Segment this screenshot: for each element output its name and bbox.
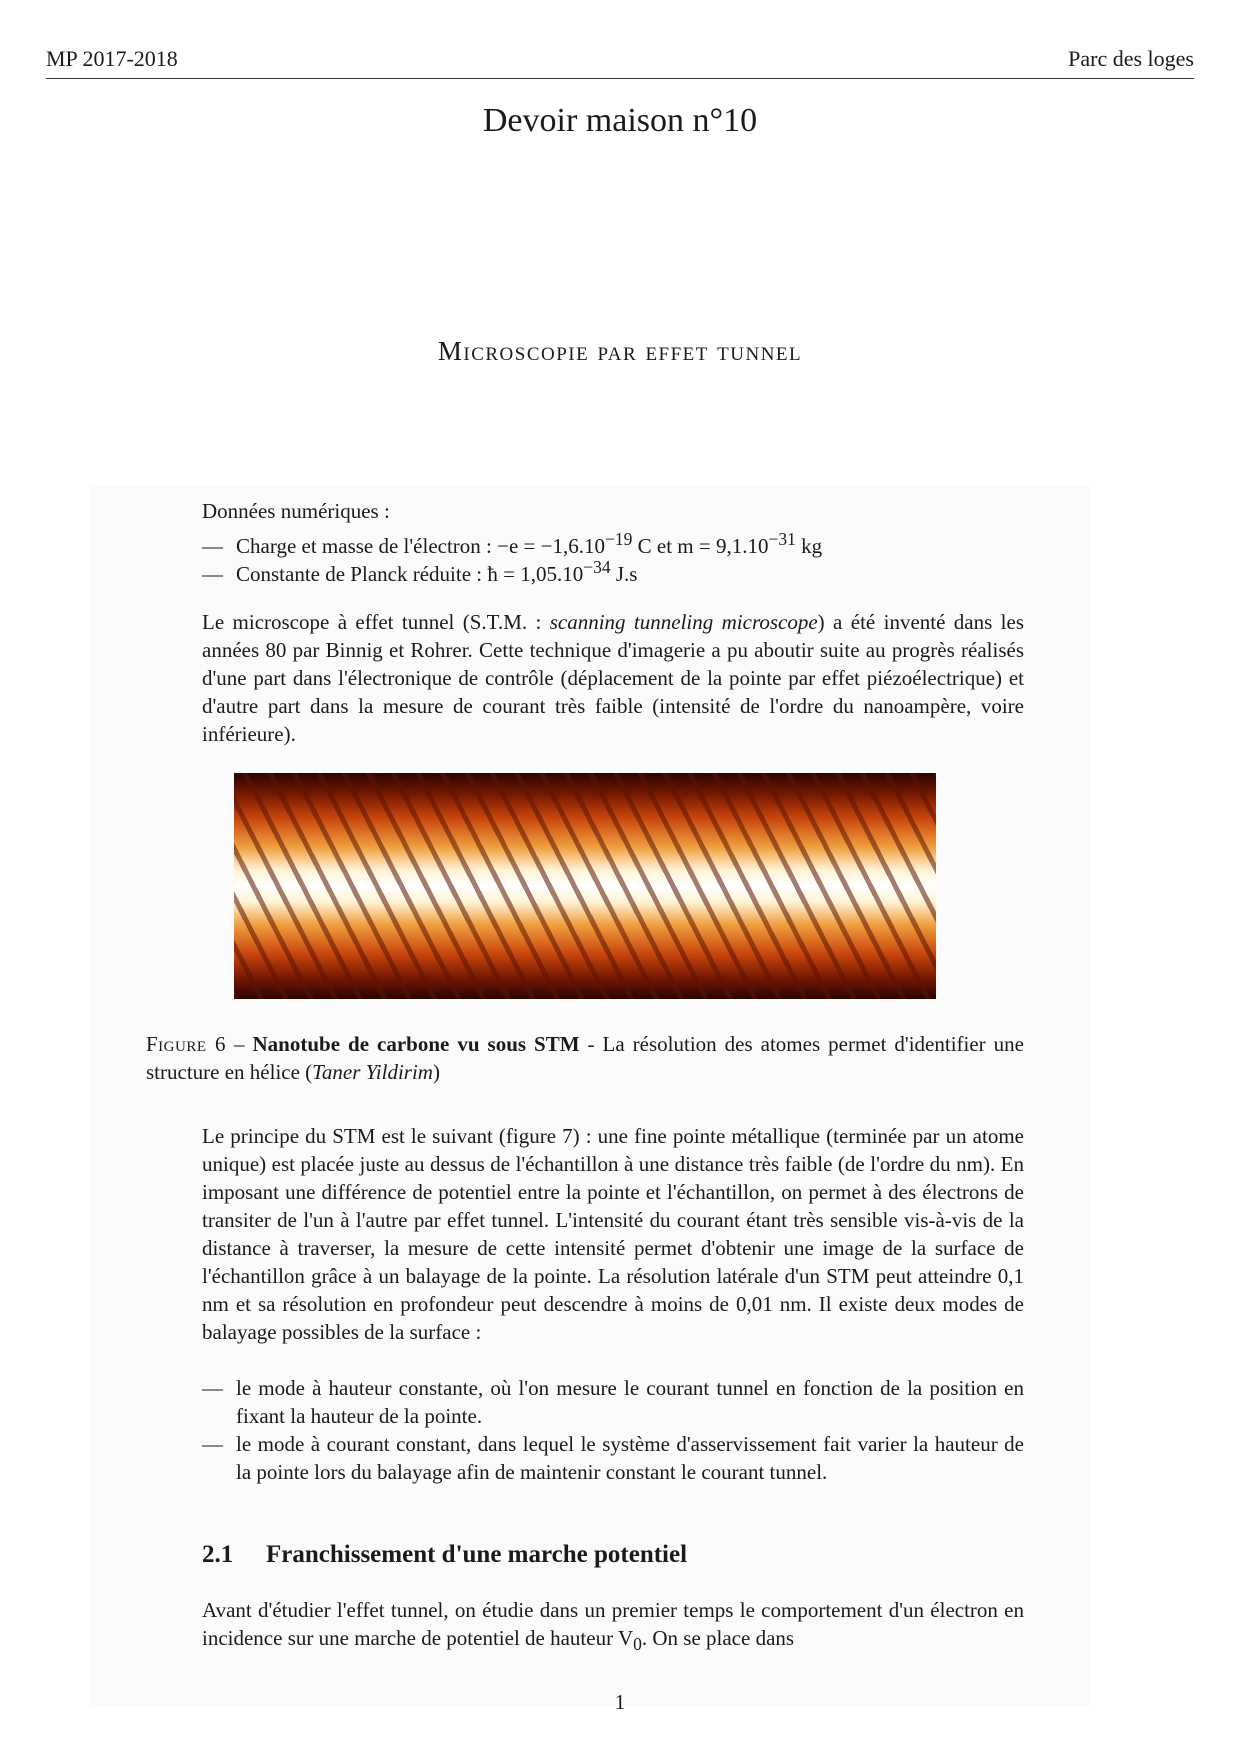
list-item: — le mode à courant constant, dans lequel le système d'asservissement fait varier la hauteur de la pointe lors du balayage afin de maintenir constant le courant tunnel. — [202, 1432, 1024, 1484]
numeric-data-item: — Constante de Planck réduite : ħ = $1,05.10^{-34}$ J.s — [202, 557, 638, 586]
section-heading: 2.1 Franchissement d'une marche potentiel — [202, 1541, 688, 1568]
scan-modes-list — [202, 1374, 1024, 1486]
page-number: 1 — [614, 1690, 626, 1714]
principle-paragraph: Le principe du STM est le suivant (figure 7) : une fine pointe métallique (terminée par un atome unique) est placée juste au dessus de l'échantillon à une distance très faible (de l'ordre du nm). En imposant une différence de potentiel entre la pointe et l'échantillon, on permet à des électrons de transiter de l'un à l'autre par effet tunnel. L'intensité du courant étant très sensible vis-à-vis de la distance à traverser, la mesure de cette intensité permet d'obtenir une image de la surface de l'échantillon grâce à un balayage de la pointe. La résolution latérale d'un STM peut atteindre 0,1 nm et sa résolution en profondeur peut descendre à moins de 0,01 nm. Il existe deux modes de balayage possibles de la surface : — [202, 1124, 1024, 1344]
page-title: Devoir maison n°10 — [482, 102, 758, 139]
document-subtitle: Microscopie par effet tunnel — [437, 336, 803, 366]
list-item: — le mode à hauteur constante, où l'on mesure le courant tunnel en fonction de la position en fixant la hauteur de la pointe. — [202, 1376, 1024, 1428]
nanotube-stm-image — [234, 773, 936, 999]
header-rule — [46, 78, 1194, 79]
intro-paragraph: Le microscope à effet tunnel (S.T.M. : scanning tunneling microscope) a été inventé dans les années 80 par Binnig et Rohrer. Cette technique d'imagerie a pu aboutir suite au progrès réalisés d'une part dans l'électronique de contrôle (déplacement de la pointe par effet piézoélectrique) et d'autre part dans la mesure de courant très faible (intensité de l'ordre du nanoampère, voire inférieure). — [202, 610, 1025, 746]
section-paragraph: Avant d'étudier l'effet tunnel, on étudie dans un premier temps le comportement d'un électron en incidence sur une marche de potentiel de hauteur $V_0$. On se place dans — [202, 1598, 1024, 1655]
header-course: MP 2017-2018 — [46, 46, 178, 71]
numeric-data-label: Données numériques : — [202, 499, 390, 523]
figure-caption: Figure 6 – Nanotube de carbone vu sous STM - La résolution des atomes permet d'identifier une structure en hélice (Taner Yildirim) — [146, 1032, 1024, 1084]
header-school: Parc des loges — [1068, 46, 1194, 71]
numeric-data-item: — Charge et masse de l'électron : $-e = -1,6.10^{-19}$ C et $m = 9,1.10^{-31}$ kg — [202, 529, 823, 558]
